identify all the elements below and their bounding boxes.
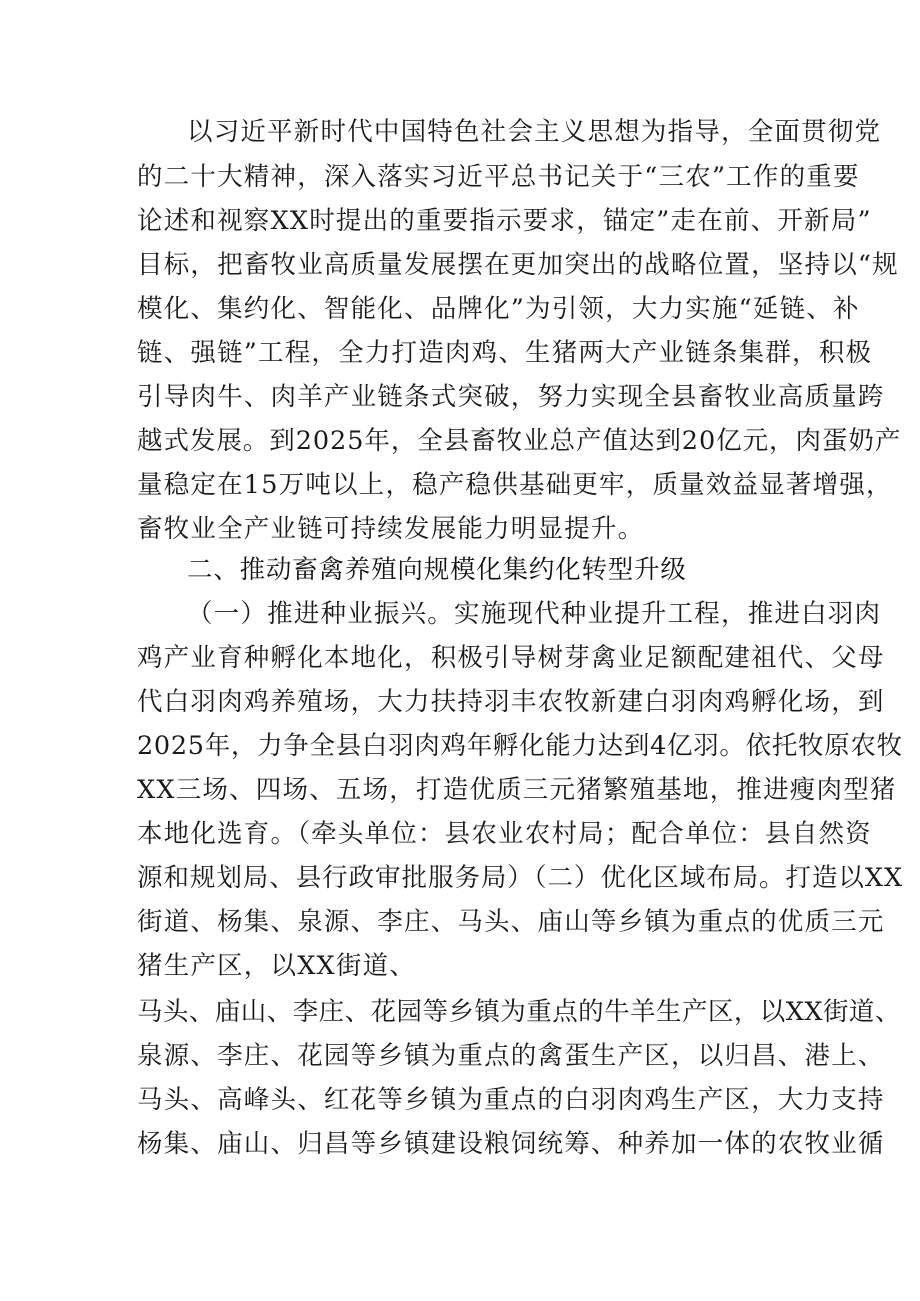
paragraph-1-line: 量稳定在15万吨以上，稳产稳供基础更牢，质量效益显著增强， [137, 470, 893, 500]
paragraph-2-line: XX三场、四场、五场，打造优质三元猪繁殖基地，推进瘦肉型猪 [137, 775, 897, 805]
paragraph-3-line: 杨集、庙山、归昌等乡镇建设粮饲统筹、种养加一体的农牧业循 [137, 1129, 885, 1159]
paragraph-1-line: 引导肉牛、肉羊产业链条式突破，努力实现全县畜牧业高质量跨 [137, 382, 885, 412]
paragraph-1-line: 论述和视察XX时提出的重要指示要求，锚定”走在前、开新局” [137, 206, 872, 236]
paragraph-1-line: 畜牧业全产业链可持续发展能力明显提升。 [137, 514, 645, 544]
paragraph-3-line: 泉源、李庄、花园等乡镇为重点的禽蛋生产区，以归昌、港上、 [137, 1041, 885, 1071]
paragraph-2-line: 猪生产区，以XX街道、 [137, 951, 417, 981]
section-heading: 二、推动畜禽养殖向规模化集约化转型升级 [187, 555, 687, 585]
paragraph-3-line: 马头、庙山、李庄、花园等乡镇为重点的牛羊生产区，以XX街道、 [137, 997, 901, 1027]
paragraph-2-line: 源和规划局、县行政审批服务局）（二）优化区域布局。打造以XX [137, 863, 904, 893]
paragraph-3-line: 马头、高峰头、红花等乡镇为重点的白羽肉鸡生产区，大力支持 [137, 1085, 885, 1115]
paragraph-1-line: 模化、集约化、智能化、品牌化”为引领，大力实施“延链、补 [137, 294, 860, 324]
paragraph-2-line: （一）推进种业振兴。实施现代种业提升工程，推进白羽肉 [187, 599, 882, 629]
paragraph-1-line: 越式发展。到2025年，全县畜牧业总产值达到20亿元，肉蛋奶产 [137, 426, 902, 456]
paragraph-2-line: 2025年，力争全县白羽肉鸡年孵化能力达到4亿羽。依托牧原农牧 [137, 731, 903, 761]
paragraph-2-line: 本地化选育。（牵头单位：县农业农村局；配合单位：县自然资 [137, 819, 872, 849]
paragraph-1-line: 以习近平新时代中国特色社会主义思想为指导，全面贯彻党 [187, 117, 882, 147]
paragraph-1-line: 目标，把畜牧业高质量发展摆在更加突出的战略位置，坚持以“规 [137, 250, 899, 280]
paragraph-2-line: 代白羽肉鸡养殖场，大力扶持羽丰农牧新建白羽肉鸡孵化场，到 [137, 687, 885, 717]
paragraph-2-line: 街道、杨集、泉源、李庄、马头、庙山等乡镇为重点的优质三元 [137, 907, 885, 937]
paragraph-1-line: 的二十大精神，深入落实习近平总书记关于“三农”工作的重要 [137, 162, 860, 192]
paragraph-2-line: 鸡产业育种孵化本地化，积极引导树芽禽业足额配建祖代、父母 [137, 643, 885, 673]
paragraph-1-line: 链、强链”工程，全力打造肉鸡、生猪两大产业链条集群，积极 [137, 338, 873, 368]
